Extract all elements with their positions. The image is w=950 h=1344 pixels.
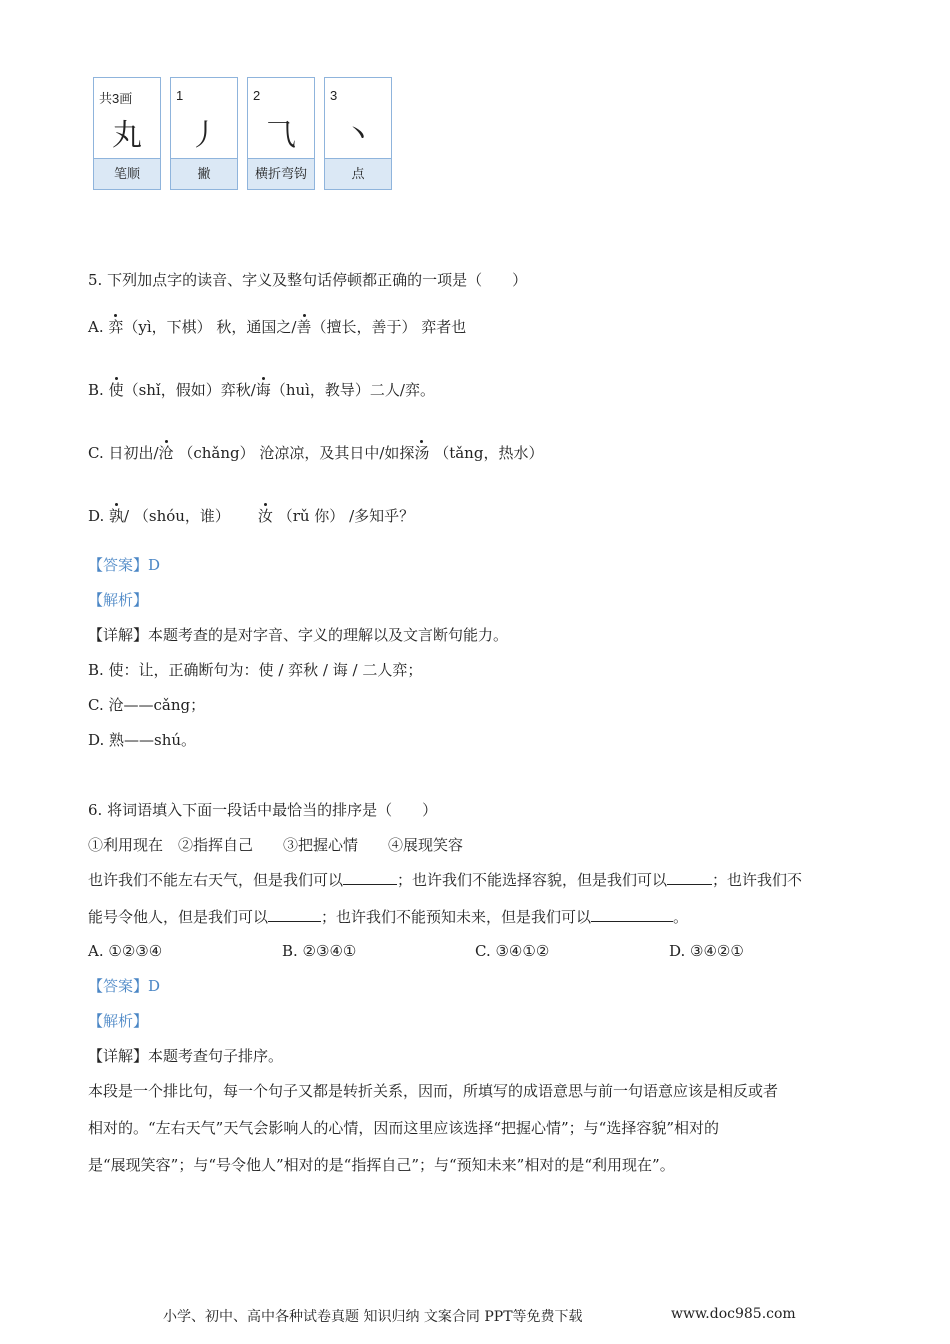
footer-url[interactable]: www.doc985.com [671,1306,796,1322]
q6-explanation-line2: 相对的。“左右天气”天气会影响人的心情，因而这里应该选择“把握心情”；与“选择容貌”相对的 [88,1119,720,1137]
paragraph-text: ；也许我们不 [712,871,803,889]
q5-option-d [88,506,414,526]
paragraph-text: ；也许我们不能预知未来，但是我们可以 [321,908,592,926]
option-text: （shǐ，假如）弈秋/ [123,381,256,399]
dotted-char: 善 [296,318,312,336]
dotted-char: 诲 [255,381,271,399]
paragraph-text: ；也许我们不能选择容貌，但是我们可以 [397,871,668,889]
q6-items: ①利用现在 ②指挥自己 ③把握心情 ④展现笑容 [88,836,464,854]
stroke-glyph: 丿 [189,118,219,153]
option-text: （tǎng，热水） [429,444,544,462]
q5-detail-b: B. 使：让，正确断句为：使 / 弈秋 / 诲 / 二人弈； [88,661,423,679]
paragraph-text: 。 [673,908,689,926]
dotted-char: 汝 [257,507,273,525]
q6-option-b: B. ②③④① [282,942,357,960]
dotted-char: 使 [108,381,124,399]
fill-blank [667,870,712,885]
stroke-num: 2 [253,88,261,103]
option-prefix: D. [88,507,110,525]
stroke-total: 共3画 [99,91,133,106]
q6-stem: 6. 将词语填入下面一段话中最恰当的排序是（ ） [88,801,438,819]
dotted-char: 弈 [108,318,124,336]
q5-answer: 【答案】D [88,556,161,574]
stroke-glyph: ⺄ [266,118,296,153]
stroke-glyph: 丶 [343,118,373,153]
stroke-character: 丸 [112,118,142,153]
q5-detail: 【详解】本题考查的是对字音、字义的理解以及文言断句能力。 [88,626,509,644]
stroke-cell-total [93,77,161,190]
q6-paragraph-line1 [88,870,802,890]
stroke-cell-2 [247,77,315,190]
option-prefix: B. [88,381,109,399]
paragraph-text: 也许我们不能左右天气，但是我们可以 [88,871,344,889]
dotted-char: 孰 [109,507,125,525]
stroke-num: 3 [330,88,338,103]
option-text: / （shóu，谁） [124,507,230,525]
q6-option-a: A. ①②③④ [88,942,163,960]
stroke-label: 笔顺 [94,158,160,189]
q5-detail-c: C. 沧——cǎng； [88,696,206,714]
q6-explanation-line3: 是“展现笑容”；与“号令他人”相对的是“指挥自己”；与“预知未来”相对的是“利用现在”。 [88,1156,675,1174]
dotted-char: 沧 [158,444,174,462]
q6-explanation-line1: 本段是一个排比句，每一个句子又都是转折关系，因而，所填写的成语意思与前一句语意应该是相反或者 [88,1082,779,1100]
q6-answer: 【答案】D [88,977,161,995]
q5-detail-d: D. 熟——shú。 [88,731,197,749]
q6-analysis: 【解析】 [88,1012,149,1030]
dotted-char: 汤 [414,444,430,462]
option-prefix: C. 日初出/ [88,444,159,462]
option-prefix: A. [88,318,109,336]
footer-text: 小学、初中、高中各种试卷真题 知识归纳 文案合同 PPT等免费下载 [163,1309,583,1325]
q6-detail: 【详解】本题考查句子排序。 [88,1047,284,1065]
q6-option-d: D. ③④②① [669,942,744,960]
stroke-cell-3 [324,77,392,190]
fill-blank [343,870,397,885]
option-text: （chǎng） 沧凉凉，及其日中/如探 [173,444,415,462]
fill-blank [268,907,321,922]
stroke-name: 点 [325,158,391,189]
stroke-cell-1 [170,77,238,190]
q6-paragraph-line2 [88,907,688,927]
q6-option-c: C. ③④①② [475,942,550,960]
paragraph-text: 能号令他人，但是我们可以 [88,908,269,926]
stroke-name: 撇 [171,158,237,189]
q5-stem: 5. 下列加点字的读音、字义及整句话停顿都正确的一项是（ ） [88,271,528,289]
q5-option-a [88,317,466,337]
option-text: （yì，下棋） 秋，通国之/ [123,318,297,336]
q5-option-b [88,380,435,400]
q5-analysis: 【解析】 [88,591,149,609]
option-text: （huì，教导）二人/弈。 [270,381,435,399]
option-text: （rǔ 你） /多知乎？ [272,507,415,525]
option-text: （擅长，善于） 弈者也 [311,318,467,336]
q5-option-c [88,443,543,463]
stroke-num: 1 [176,88,184,103]
fill-blank [591,907,673,922]
stroke-name: 横折弯钩 [248,158,314,189]
